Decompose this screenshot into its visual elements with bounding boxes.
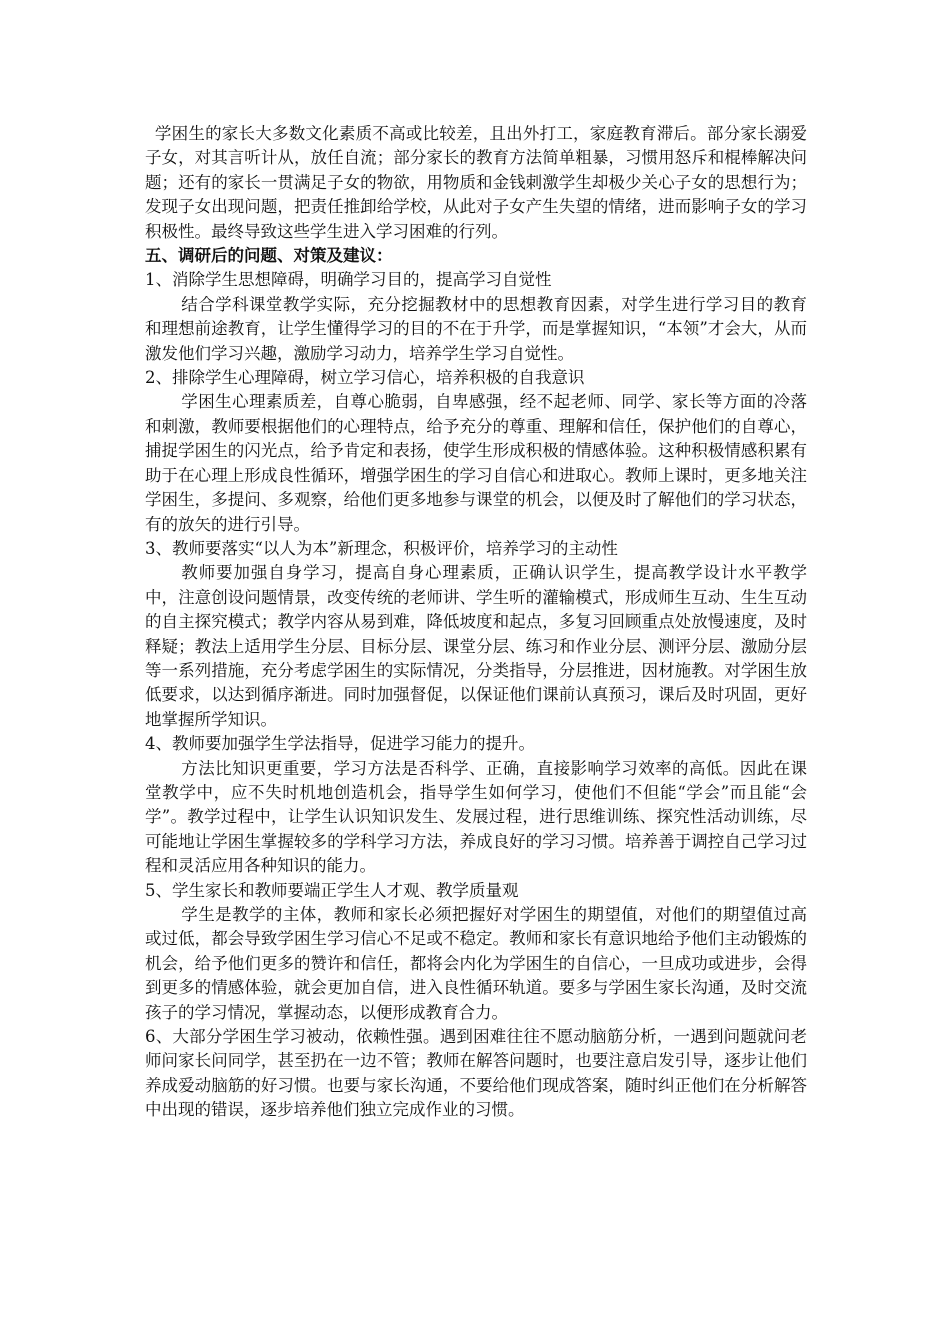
item-2-body: 学困生心理素质差，自尊心脆弱，自卑感强，经不起老师、同学、家长等方面的冷落和刺激，教师要根据他们的心理特点，给予充分的尊重、理解和信任，保护他们的自尊心，捕捉学困生的闪光点，给予肯定和表扬，使学生形成积极的情感体验。这种积极情感积累有助于在心理上形成良性循环，增强学困生的学习自信心和进取心。教师上课时，更多地关注学困生，多提问、多观察，给他们更多地参与课堂的机会，以便及时了解他们的学习状态，有的放矢的进行引导。 xyxy=(145,392,807,534)
item-4-body: 方法比知识更重要，学习方法是否科学、正确，直接影响学习效率的高低。因此在课堂教学中，应不失时机地创造机会，指导学生如何学习，使他们不但能“学会”而且能“会学”。教学过程中，让学生认识知识发生、发展过程，进行思维训练、探究性活动训练，尽可能地让学困生掌握较多的学科学习方法，养成良好的学习习惯。培养善于调控自己学习过程和灵活应用各种知识的能力。 xyxy=(145,758,807,876)
item-2-title: 2、排除学生心理障碍，树立学习信心，培养积极的自我意识 xyxy=(145,368,585,388)
item-1-title: 1、消除学生思想障碍，明确学习目的，提高学习自觉性 xyxy=(145,270,552,290)
item-5-body: 学生是教学的主体，教师和家长必须把握好对学困生的期望值，对他们的期望值过高或过低，都会导致学困生学习信心不足或不稳定。教师和家长有意识地给予他们主动锻炼的机会，给予他们更多的赞许和信任，都将会内化为学困生的自信心，一旦成功或进步，会得到更多的情感体验，就会更加自信，进入良性循环轨道。要多与学困生家长沟通，及时交流孩子的学习情况，掌握动态，以便形成教育合力。 xyxy=(145,905,807,1022)
intro-paragraph: 学困生的家长大多数文化素质不高或比较差，且出外打工，家庭教育滞后。部分家长溺爱子女，对其言听计从，放任自流；部分家长的教育方法简单粗暴，习惯用怒斥和棍棒解决问题；还有的家长一贯满足子女的物欲，用物质和金钱刺激学生却极少关心子女的思想行为；发现子女出现问题，把责任推卸给学校，从此对子女产生失望的情绪，进而影响子女的学习积极性。最终导致这些学生进入学习困难的行列。 xyxy=(145,124,807,241)
item-6-paragraph: 6、大部分学困生学习被动，依赖性强。遇到困难往往不愿动脑筋分析，一遇到问题就问老师问家长问同学，甚至扔在一边不管；教师在解答问题时，也要注意启发引导，逐步让他们养成爱动脑筋的好习惯。也要与家长沟通，不要给他们现成答案，随时纠正他们在分析解答中出现的错误，逐步培养他们独立完成作业的习惯。 xyxy=(145,1027,807,1120)
item-3-body: 教师要加强自身学习，提高自身心理素质，正确认识学生，提高教学设计水平教学中，注意创设问题情景，改变传统的老师讲、学生听的灌输模式，形成师生互动、生生互动的自主探究模式；教学内容从易到难，降低坡度和起点，多复习回顾重点处放慢速度，及时释疑；教法上适用学生分层、目标分层、课堂分层、练习和作业分层、测评分层、激励分层等一系列措施，充分考虑学困生的实际情况，分类指导，分层推进，因材施教。对学困生放低要求，以达到循序渐进。同时加强督促，以保证他们课前认真预习，课后及时巩固，更好地掌握所学知识。 xyxy=(145,563,807,729)
item-5-title: 5、学生家长和教师要端正学生人才观、教学质量观 xyxy=(145,880,519,900)
item-1-body: 结合学科课堂教学实际，充分挖掘教材中的思想教育因素，对学生进行学习目的教育和理想前途教育，让学生懂得学习的目的不在于升学，而是掌握知识，“本领”才会大，从而激发他们学习兴趣，激励学习动力，培养学生学习自觉性。 xyxy=(145,294,807,363)
item-4-title: 4、教师要加强学生学法指导，促进学习能力的提升。 xyxy=(145,734,535,754)
item-3-title: 3、教师要落实“以人为本”新理念，积极评价，培养学习的主动性 xyxy=(145,538,618,558)
section-heading: 五、调研后的问题、对策及建议： xyxy=(145,246,393,266)
document-page xyxy=(145,122,807,1123)
